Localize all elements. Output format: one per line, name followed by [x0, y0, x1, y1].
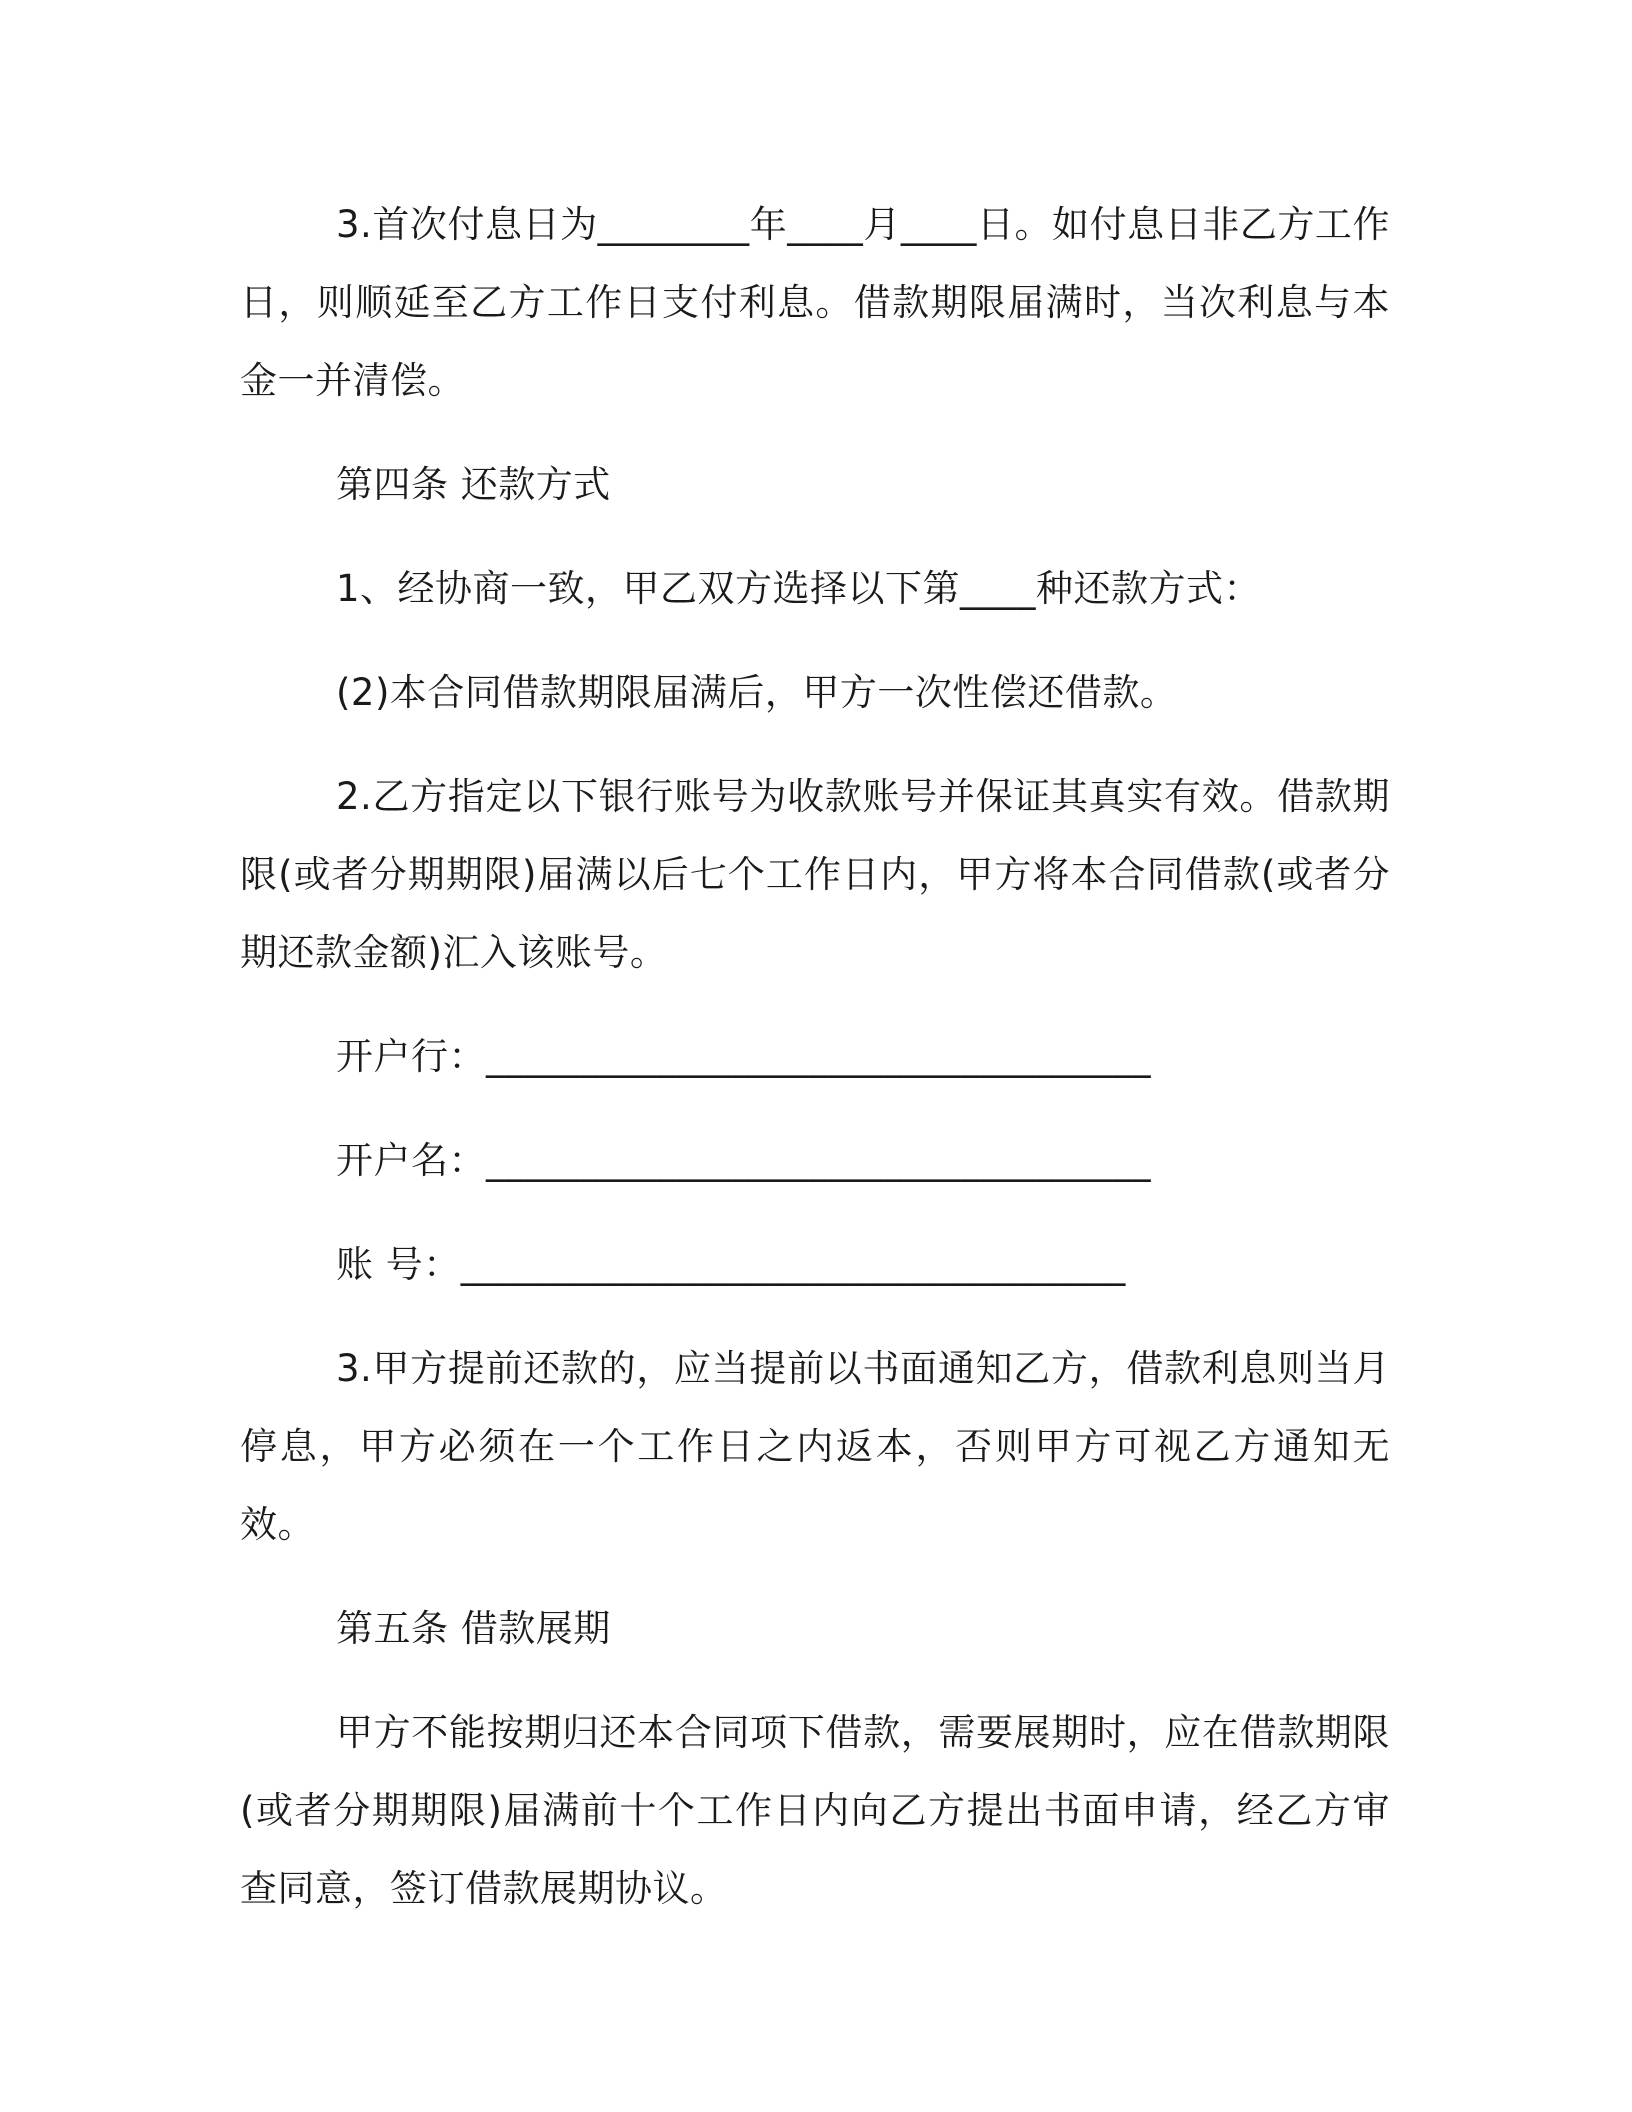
section-heading-article-4: 第四条 还款方式: [336, 463, 611, 506]
field-account-name: 开户名：___________________________________: [336, 1139, 1151, 1182]
paragraph-loan-extension: 甲方不能按期归还本合同项下借款，需要展期时，应在借款期限(或者分期期限)届满前十个工作日内向乙方提出书面申请，经乙方审查同意，签订借款展期协议。: [240, 1711, 1390, 1910]
section-heading-article-5: 第五条 借款展期: [336, 1607, 611, 1650]
paragraph-early-repayment: 3.甲方提前还款的，应当提前以书面通知乙方，借款利息则当月停息，甲方必须在一个工作日之内返本，否则甲方可视乙方通知无效。: [240, 1347, 1390, 1546]
paragraph-first-interest-date: 3.首次付息日为________年____月____日。如付息日非乙方工作日，则顺延至乙方工作日支付利息。借款期限届满时，当次利息与本金一并清偿。: [240, 203, 1390, 402]
paragraph-bank-account-designation: 2.乙方指定以下银行账号为收款账号并保证其真实有效。借款期限(或者分期期限)届满以后七个工作日内，甲方将本合同借款(或者分期还款金额)汇入该账号。: [240, 775, 1390, 974]
field-bank-name: 开户行：___________________________________: [336, 1035, 1151, 1078]
paragraph-repayment-option-2: (2)本合同借款期限届满后，甲方一次性偿还借款。: [336, 671, 1178, 714]
document-page: [240, 186, 1390, 1928]
paragraph-repayment-method-choice: 1、经协商一致，甲乙双方选择以下第____种还款方式：: [336, 567, 1262, 610]
field-account-number: 账 号：___________________________________: [336, 1243, 1126, 1286]
